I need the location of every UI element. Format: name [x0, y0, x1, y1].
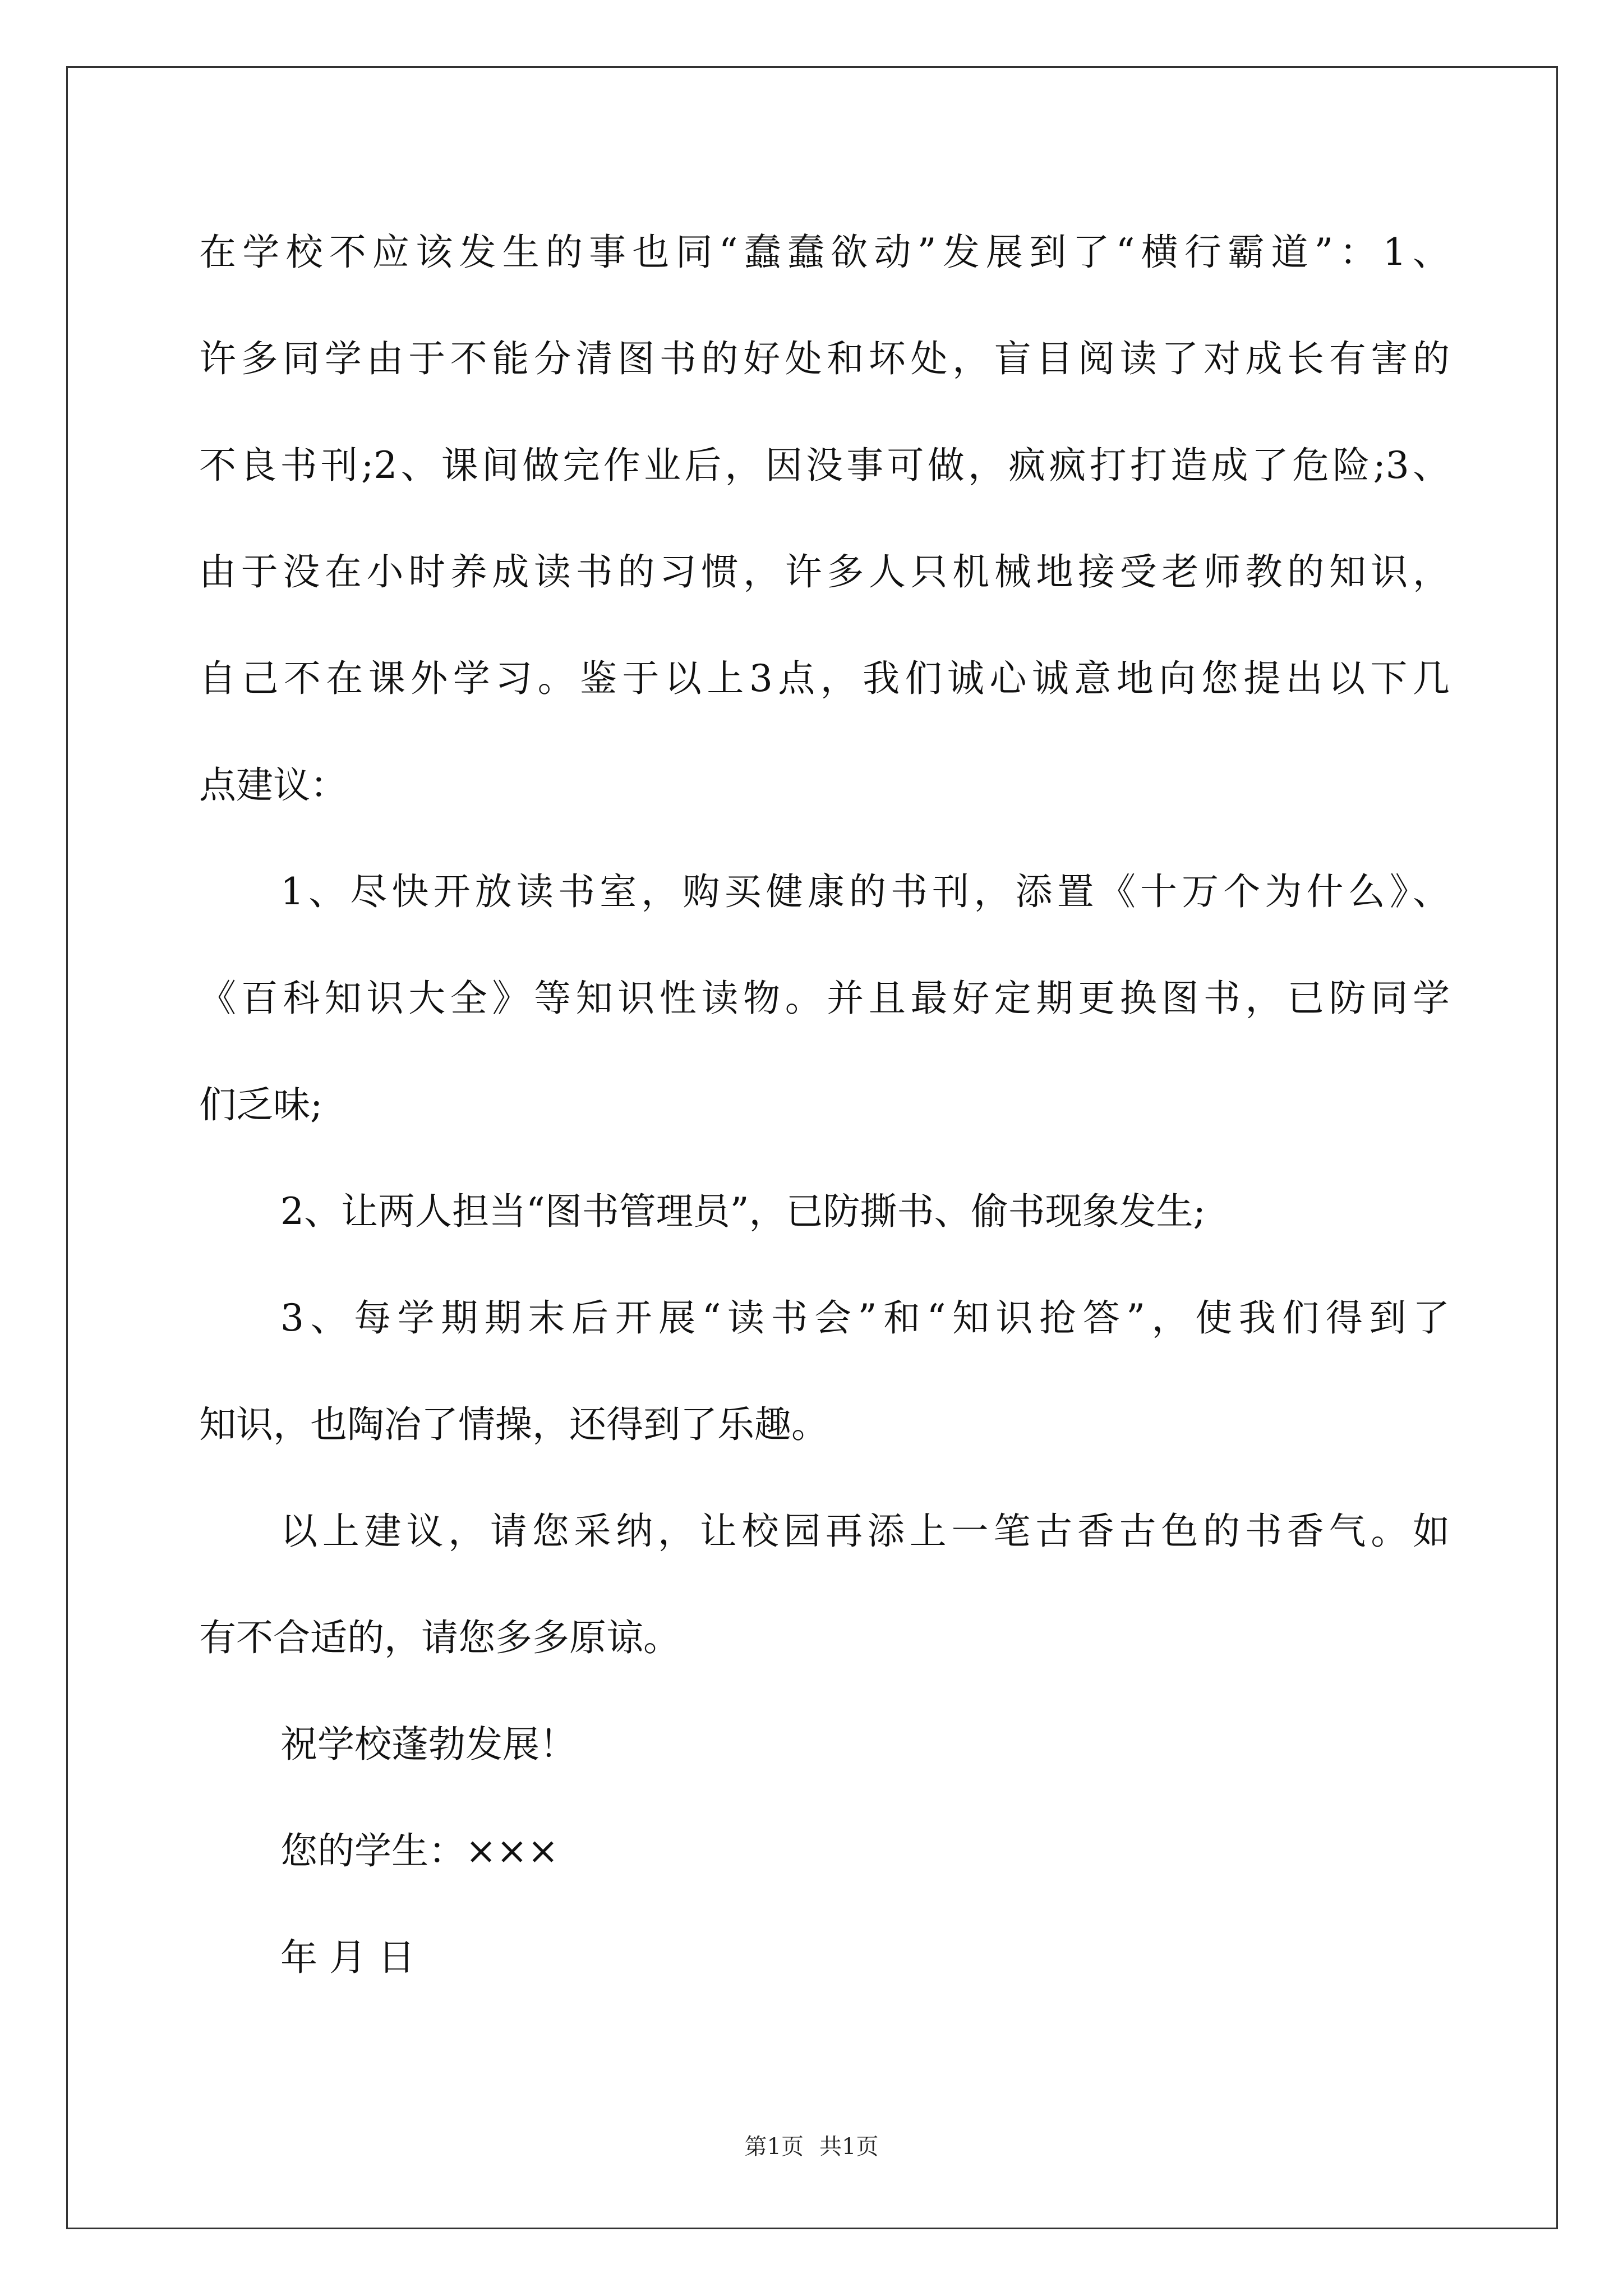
suggestion-1-line: 们乏味; — [199, 1083, 323, 1126]
body-line: 许多同学由于不能分清图书的好处和坏处，盲目阅读了对成长有害的 — [199, 337, 1450, 380]
suggestion-3-line: 知识，也陶冶了情操，还得到了乐趣。 — [199, 1403, 828, 1446]
body-line: 点建议： — [199, 763, 347, 807]
page-total: 共1页 — [819, 2134, 879, 2160]
body-line: 由于没在小时养成读书的习惯，许多人只机械地接受老师教的知识， — [199, 550, 1450, 593]
signature-line: 您的学生：××× — [280, 1829, 559, 1872]
body-line: 在学校不应该发生的事也同“蠢蠢欲动”发展到了“横行霸道”：1、 — [199, 231, 1450, 274]
closing-line: 以上建议，请您采纳，让校园再添上一笔古香古色的书香气。如 — [280, 1510, 1450, 1553]
body-line: 不良书刊;2、课间做完作业后，因没事可做，疯疯打打造成了危险;3、 — [199, 444, 1450, 487]
body-line: 自己不在课外学习。鉴于以上3点，我们诚心诚意地向您提出以下几 — [199, 657, 1450, 700]
suggestion-1-line: 《百科知识大全》等知识性读物。并且最好定期更换图书，已防同学 — [199, 977, 1450, 1020]
page-number: 第1页 — [744, 2134, 804, 2160]
closing-line: 有不合适的，请您多多原谅。 — [199, 1616, 680, 1659]
suggestion-1-line: 1、尽快开放读书室，购买健康的书刊，添置《十万个为什么》、 — [280, 870, 1450, 913]
page-border — [66, 66, 1558, 2229]
page-footer — [0, 2130, 1623, 2164]
suggestion-2-line: 2、让两人担当“图书管理员”，已防撕书、偷书现象发生; — [280, 1190, 1206, 1233]
suggestion-3-line: 3、每学期期末后开展“读书会”和“知识抢答”，使我们得到了 — [280, 1296, 1450, 1340]
wishes-line: 祝学校蓬勃发展！ — [280, 1723, 577, 1766]
date-line: 年 月 日 — [280, 1936, 415, 1979]
